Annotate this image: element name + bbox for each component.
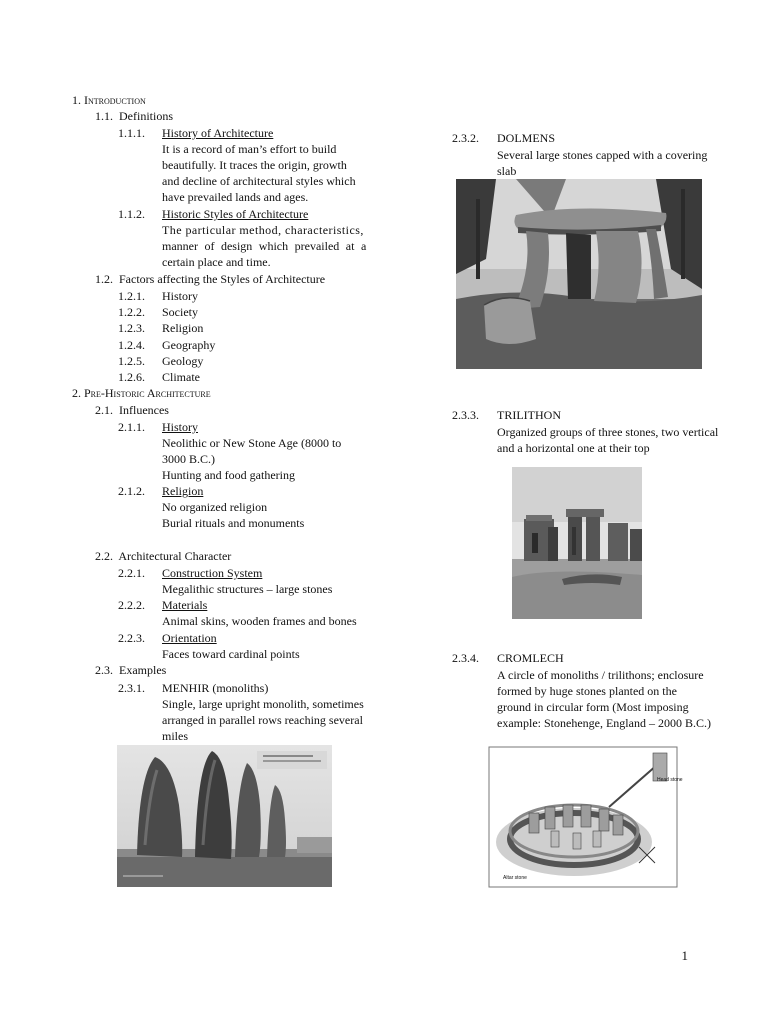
factor-label: Society [162,305,198,319]
item-body-line: and a horizontal one at their top [497,441,650,455]
factor-number: 1.2.6. [118,370,145,384]
item-body-line: Faces toward cardinal points [162,647,300,661]
factor-number: 1.2.4. [118,338,145,352]
item-title: MENHIR (monoliths) [162,681,269,695]
item-body-line: Organized groups of three stones, two vertical [497,425,719,439]
item-body-line: Hunting and food gathering [162,468,295,482]
dolmen-photo [456,179,702,369]
trilithon-photo [512,467,642,619]
item-body-line: arranged in parallel rows reaching several [162,713,363,727]
stonehenge-diagram-svg [489,747,683,887]
heading-introduction-title: Introduction [84,93,146,107]
factor-number: 1.2.1. [118,289,145,303]
item-body-line: Burial rituals and monuments [162,516,305,530]
item-number: 2.1.1. [118,420,145,434]
item-title: Religion [162,484,204,498]
heading-influences: 2.1. Influences [95,403,169,417]
factor-label: Geography [162,338,216,352]
item-body-line: example: Stonehenge, England – 2000 B.C.) [497,716,711,730]
item-title: Orientation [162,631,217,645]
item-body-line: The particular method, characteristics, [162,223,364,237]
factor-number: 1.2.2. [118,305,145,319]
item-title: Historic Styles of Architecture [162,207,309,221]
factor-label: History [162,289,198,303]
item-body-line: certain place and time. [162,255,271,269]
item-title: CROMLECH [497,651,564,665]
item-body-line: ground in circular form (Most imposing [497,700,689,714]
factor-label: Religion [162,321,204,335]
stonehenge-diagram [489,747,683,887]
item-number: 2.3.1. [118,681,145,695]
item-number: 1.1.2. [118,207,145,221]
item-number: 2.2.1. [118,566,145,580]
item-title: Construction System [162,566,263,580]
factor-number: 1.2.5. [118,354,145,368]
item-title: DOLMENS [497,131,556,145]
item-body-line: Neolithic or New Stone Age (8000 to [162,436,342,450]
page-number: 1 [681,948,688,963]
factor-number: 1.2.3. [118,321,145,335]
item-number: 2.3.4. [452,651,479,665]
item-body-line: manner of design which prevailed at a [162,239,367,253]
item-number: 2.3.3. [452,408,479,422]
item-number: 2.2.2. [118,598,145,612]
heading-architectural-character: 2.2. Architectural Character [95,549,232,563]
item-body-line: 3000 B.C.) [162,452,216,466]
heading-examples: 2.3. Examples [95,663,167,677]
item-body-line: and decline of architectural styles which [162,174,356,188]
heading-introduction: 1. Introduction [72,93,146,107]
heading-prehistoric-title: Pre-Historic Architecture [84,386,211,400]
item-body-line: Single, large upright monolith, sometimes [162,697,364,711]
menhir-photo [117,745,332,887]
item-number: 2.3.2. [452,131,479,145]
item-title: History of Architecture [162,126,274,140]
item-body-line: formed by huge stones planted on the [497,684,677,698]
factor-label: Geology [162,354,204,368]
diagram-label-head-stone: Head stone [657,777,683,783]
item-body-line: It is a record of man’s effort to build [162,142,337,156]
item-number: 2.1.2. [118,484,145,498]
heading-definitions: 1.1. Definitions [95,109,173,123]
diagram-label-altar-stone: Altar stone [503,875,527,881]
item-number: 2.2.3. [118,631,145,645]
item-body-line: slab [497,164,517,178]
heading-prehistoric: 2. Pre-Historic Architecture [72,386,211,400]
item-body-line: Megalithic structures – large stones [162,582,333,596]
item-body-line: Animal skins, wooden frames and bones [162,614,357,628]
item-body-line: beautifully. It traces the origin, growth [162,158,347,172]
item-title: TRILITHON [497,408,561,422]
item-body-line: miles [162,729,188,743]
item-title: Materials [162,598,208,612]
item-body-line: Several large stones capped with a covering [497,148,708,162]
item-body-line: A circle of monoliths / trilithons; enclosure [497,668,704,682]
heading-factors: 1.2. Factors affecting the Styles of Architecture [95,272,326,286]
item-body-line: have prevailed lands and ages. [162,190,309,204]
item-title: History [162,420,198,434]
item-body-line: No organized religion [162,500,268,514]
item-number: 1.1.1. [118,126,145,140]
factor-label: Climate [162,370,200,384]
